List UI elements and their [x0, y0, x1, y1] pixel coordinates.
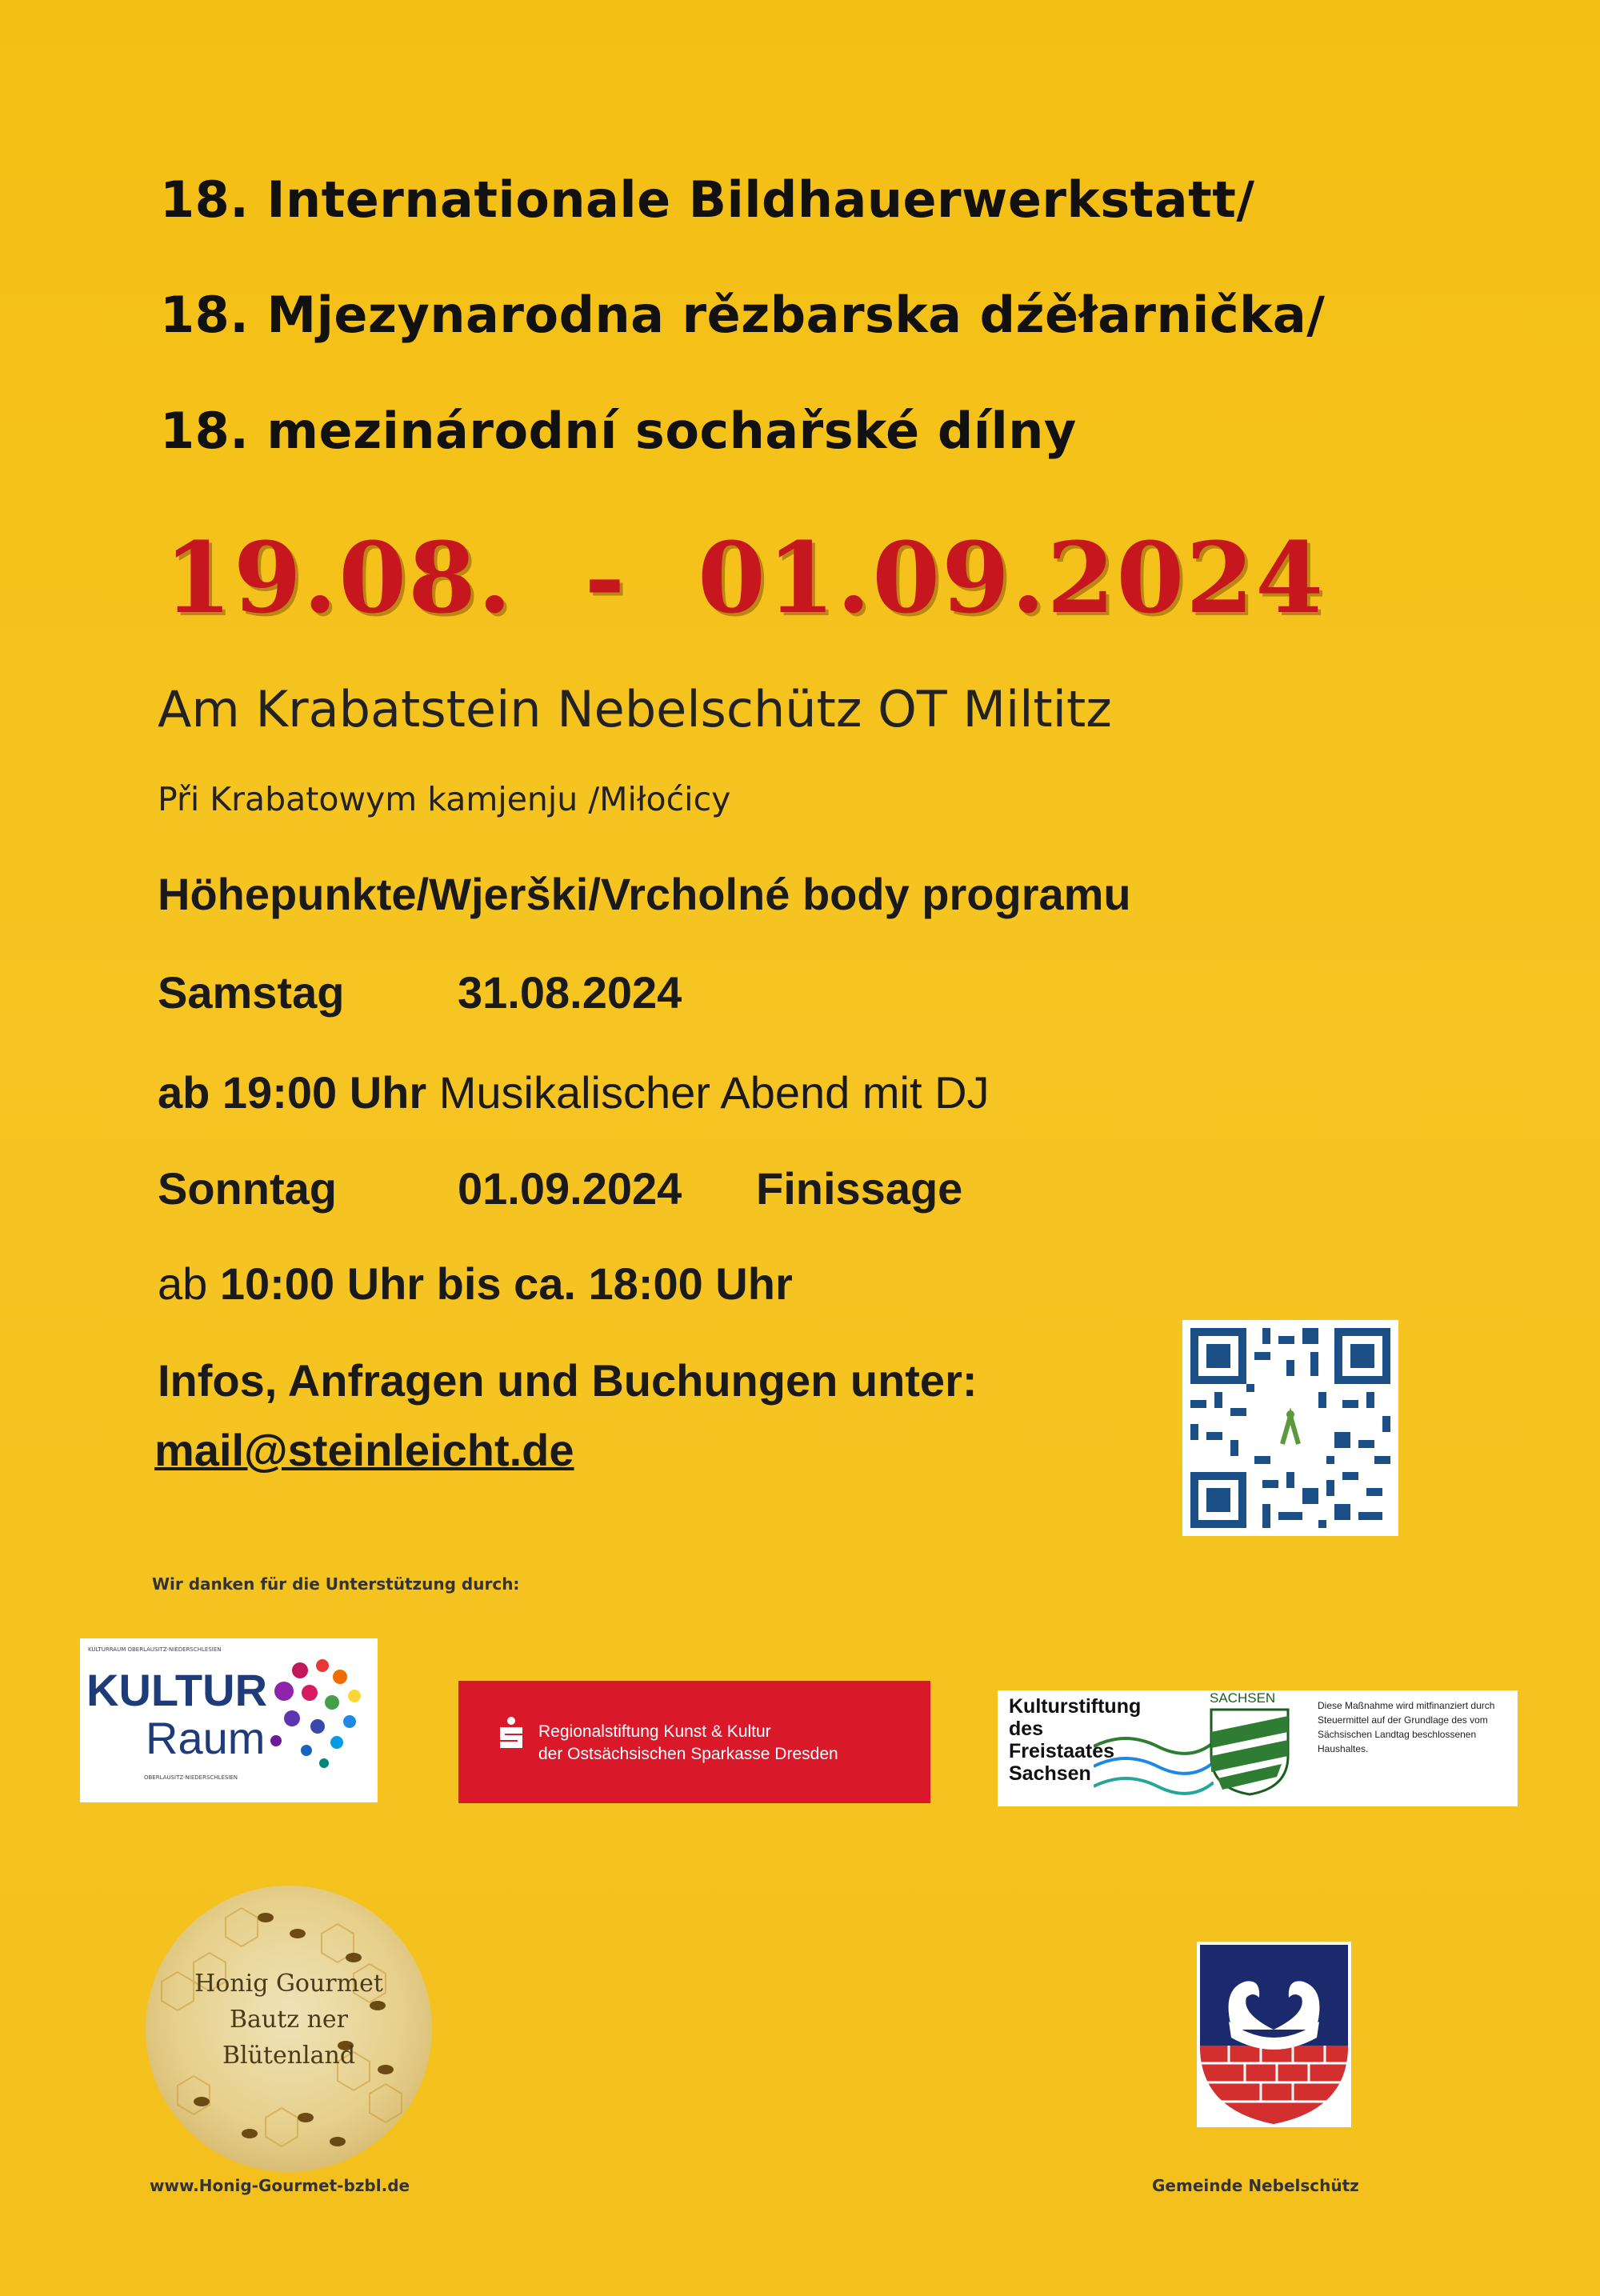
honig-gourmet-logo — [146, 1886, 432, 2172]
day2-event: Finissage — [756, 1163, 963, 1214]
contact-label: Infos, Anfragen und Buchungen unter: — [158, 1355, 978, 1406]
day1-date: 31.08.2024 — [458, 967, 682, 1018]
kulturstiftung-line4: Sachsen — [1009, 1762, 1091, 1785]
title-sorbian: 18. Mjezynarodna rězbarska dźěłarnička/ — [160, 286, 1326, 344]
kulturstiftung-line2: des — [1009, 1718, 1044, 1740]
sachsen-coat-of-arms-icon — [1210, 1708, 1290, 1796]
title-german: 18. Internationale Bildhauerwerkstatt/ — [160, 170, 1255, 229]
honig-gourmet-url[interactable]: www.Honig-Gourmet-bzbl.de — [150, 2176, 410, 2195]
venue: Am Krabatstein Nebelschütz OT Miltitz — [158, 680, 1112, 738]
kulturraum-bottomline: OBERLAUSITZ-NIEDERSCHLESIEN — [144, 1774, 238, 1781]
honey-line1: Honig Gourmet — [194, 1970, 383, 1998]
kulturraum-word1: KULTUR — [86, 1665, 268, 1715]
sparkasse-line1: Regionalstiftung Kunst & Kultur — [538, 1722, 771, 1741]
kulturraum-logo — [80, 1638, 378, 1802]
sachsen-label: SACHSEN — [1210, 1690, 1276, 1706]
program-row-saturday — [158, 966, 682, 1018]
date-range: 19.08. - 01.09.2024 — [164, 520, 1326, 635]
program-row-saturday-event — [158, 1066, 990, 1118]
kulturstiftung-logo — [998, 1690, 1518, 1806]
thanks-text: Wir danken für die Unterstützung durch: — [152, 1574, 520, 1594]
nebelschuetz-coat-of-arms-icon — [1197, 1942, 1351, 2127]
day2-time: 10:00 Uhr bis ca. 18:00 Uhr — [219, 1258, 793, 1309]
honey-line2: Bautz ner — [229, 2006, 349, 2034]
day2-time-prefix: ab — [158, 1258, 208, 1309]
program-row-sunday-time — [158, 1258, 793, 1310]
title-czech: 18. mezinárodní sochařské dílny — [160, 402, 1077, 460]
venue-sorbian: Při Krabatowym kamjenju /Miłoćicy — [158, 780, 731, 818]
contact-email-link[interactable]: mail@steinleicht.de — [154, 1425, 574, 1475]
day1-name: Samstag — [158, 967, 345, 1018]
day1-time: ab 19:00 Uhr — [158, 1067, 427, 1118]
gemeinde-label: Gemeinde Nebelschütz — [1152, 2176, 1359, 2195]
program-row-sunday — [158, 1162, 963, 1214]
sparkasse-line2: der Ostsächsischen Sparkasse Dresden — [538, 1745, 838, 1763]
kulturraum-word2: Raum — [146, 1713, 266, 1763]
kulturstiftung-note: Diese Maßnahme wird mitfinanziert durch Steuermittel auf der Grundlage des vom Sächsischen Landtag beschlossenen Haushaltes. — [1318, 1700, 1495, 1754]
day2-name: Sonntag — [158, 1163, 337, 1214]
qr-code[interactable] — [1182, 1320, 1398, 1536]
kulturstiftung-line1: Kulturstiftung — [1009, 1695, 1142, 1718]
honey-line3: Blütenland — [222, 2042, 356, 2070]
highlights-heading: Höhepunkte/Wjerški/Vrcholné body programu — [158, 869, 1131, 919]
qr-code-graphic — [1182, 1320, 1398, 1536]
kulturstiftung-wave-icon — [1094, 1722, 1214, 1802]
gemeinde-crest — [1197, 1942, 1351, 2127]
kulturraum-topline: KULTURRAUM OBERLAUSITZ-NIEDERSCHLESIEN — [88, 1646, 222, 1653]
day2-date: 01.09.2024 — [458, 1163, 682, 1214]
sparkasse-logo — [458, 1681, 930, 1803]
kulturraum-dots-icon — [260, 1654, 372, 1774]
kulturstiftung-line3: Freistaates — [1009, 1740, 1115, 1762]
sparkasse-s-icon — [497, 1716, 526, 1751]
day1-event: Musikalischer Abend mit DJ — [438, 1067, 990, 1118]
